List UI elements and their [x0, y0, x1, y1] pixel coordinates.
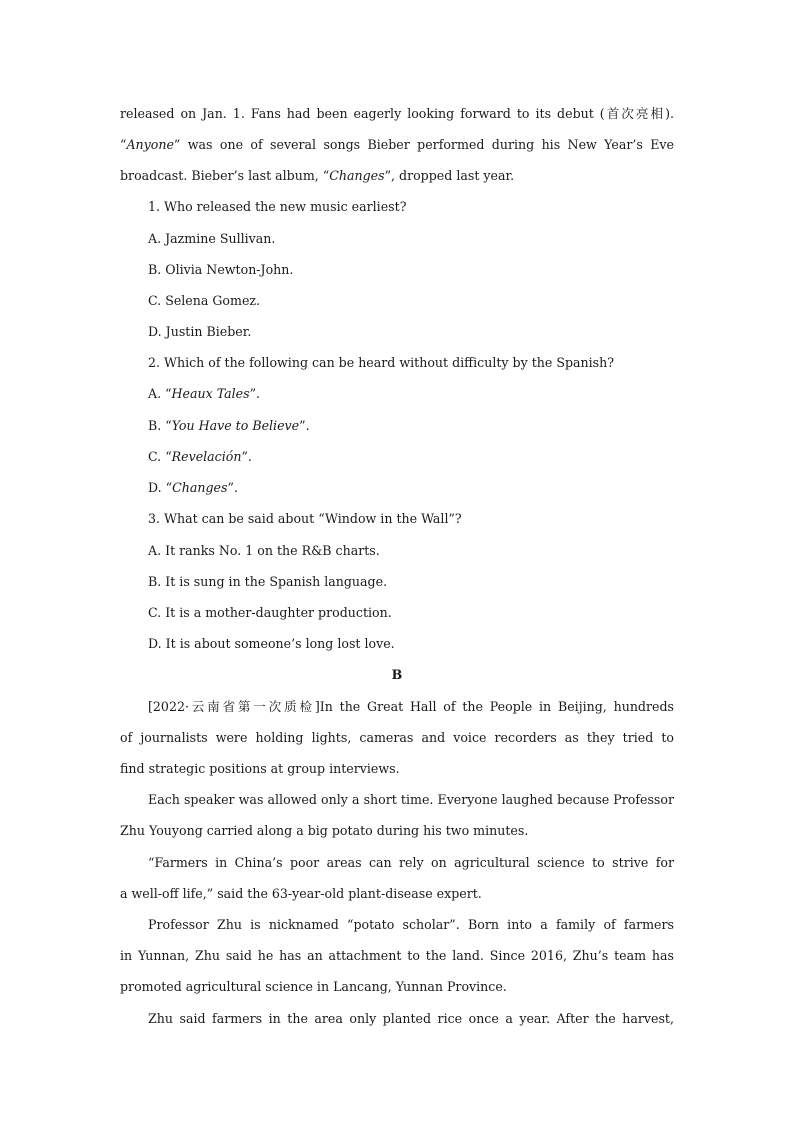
question-stem: 3. What can be said about “Window in the Wall”?	[148, 511, 462, 526]
passage-b-line: [2022·云南省第一次质检]In the Great Hall of the People in Beijing, hundreds	[148, 699, 674, 714]
answer-option: C. “Revelación”.	[148, 449, 252, 464]
question-stem: 1. Who released the new music earliest?	[148, 199, 407, 214]
answer-option: B. “You Have to Believe”.	[148, 418, 310, 433]
passage-a-line: broadcast. Bieber’s last album, “Changes”, dropped last year.	[120, 168, 515, 183]
passage-a-line: released on Jan. 1. Fans had been eagerly looking forward to its debut (首次亮相).	[120, 106, 674, 121]
answer-option: B. Olivia Newton-John.	[148, 262, 294, 277]
passage-a-line: “Anyone” was one of several songs Bieber performed during his New Year’s Eve	[120, 137, 674, 152]
song-title-anyone: Anyone	[126, 137, 174, 152]
passage-b-line: Zhu Youyong carried along a big potato during his two minutes.	[120, 823, 529, 838]
answer-option: A. Jazmine Sullivan.	[148, 231, 276, 246]
answer-option: D. Justin Bieber.	[148, 324, 252, 339]
answer-option: C. Selena Gomez.	[148, 293, 261, 308]
answer-option: B. It is sung in the Spanish language.	[148, 574, 388, 589]
passage-b-line: Each speaker was allowed only a short time. Everyone laughed because Professor	[148, 792, 674, 807]
passage-b-line: a well-off life,” said the 63-year-old plant-disease expert.	[120, 886, 482, 901]
answer-option: A. “Heaux Tales”.	[148, 386, 261, 401]
passage-b-line: find strategic positions at group interviews.	[120, 761, 400, 776]
passage-b-line: Professor Zhu is nicknamed “potato scholar”. Born into a family of farmers	[148, 917, 674, 932]
passage-b-line: of journalists were holding lights, cameras and voice recorders as they tried to	[120, 730, 674, 745]
passage-b-line: in Yunnan, Zhu said he has an attachment to the land. Since 2016, Zhu’s team has	[120, 948, 674, 963]
answer-option: A. It ranks No. 1 on the R&B charts.	[148, 543, 380, 558]
passage-b-line: “Farmers in China’s poor areas can rely on agricultural science to strive for	[148, 855, 674, 870]
album-title-changes: Changes	[329, 168, 385, 183]
answer-option: D. “Changes”.	[148, 480, 238, 495]
passage-b-line: promoted agricultural science in Lancang, Yunnan Province.	[120, 979, 507, 994]
answer-option: D. It is about someone’s long lost love.	[148, 636, 395, 651]
answer-option: C. It is a mother-daughter production.	[148, 605, 392, 620]
section-heading: B	[391, 667, 403, 682]
passage-b-line: Zhu said farmers in the area only planted rice once a year. After the harvest,	[148, 1011, 674, 1026]
question-stem: 2. Which of the following can be heard without difficulty by the Spanish?	[148, 355, 614, 370]
